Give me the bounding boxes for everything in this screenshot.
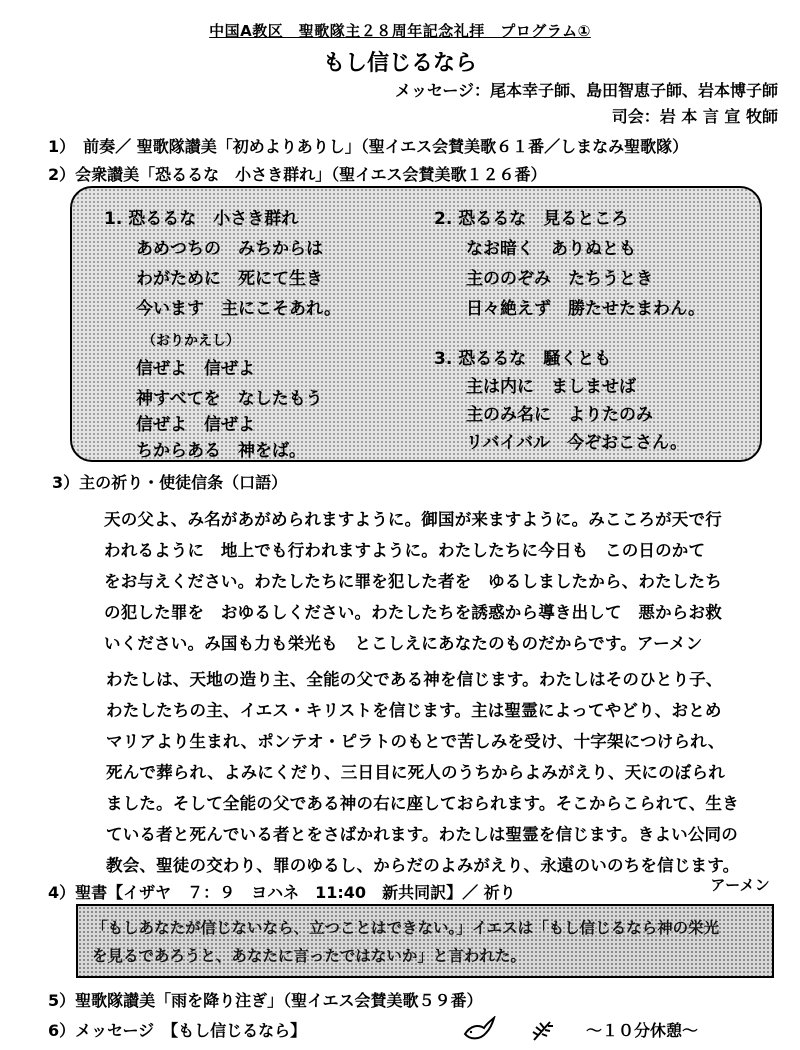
program-header: 中国A教区 聖歌隊主２８周年記念礼拝 プログラム① [209, 22, 591, 40]
prayer-line: をお与えください。わたしたちに罪を犯した者を ゆるしましたから、わたしたち [104, 572, 722, 591]
item-lords-prayer-creed: 3）主の祈り・使徒信条（口語） [52, 473, 288, 492]
prayer-line: の犯した罪を おゆるしください。わたしたちを誘惑から導き出して 悪からお救 [104, 603, 722, 622]
creed-line: マリアより生まれ、ポンテオ・ピラトのもとで苦しみを受け、十字架につけられ、 [106, 732, 725, 751]
prayer-line: われるように 地上でも行われますように。わたしたちに今日も この日のかて [104, 541, 706, 560]
dove-icon [462, 1016, 496, 1050]
creed-line: 死んで葬られ、よみにくだり、三日目に死人のうちからよみがえり、天にのぼられ [106, 763, 725, 782]
verse-3-line: 主のみ名に よりたのみ [466, 405, 653, 425]
item-message: 6）メッセージ 【もし信じるなら】 [48, 1021, 307, 1040]
scripture-box [76, 904, 774, 978]
verse-1-line: わがために 死にて生き [136, 269, 323, 289]
refrain-line: 神すべてを なしたもう [136, 389, 323, 409]
verse-3-line: 3. 恐るるな 騒くとも [434, 349, 612, 369]
break-notice: ～１０分休憩～ [586, 1021, 699, 1040]
verse-2-line: 主ののぞみ たちうとき [466, 269, 653, 289]
sprig-icon [530, 1016, 556, 1050]
verse-1-line: 1. 恐るるな 小さき群れ [104, 209, 299, 229]
verse-3-line: リバイバル 今ぞおこさん。 [466, 433, 688, 453]
creed-line: わたしは、天地の造り主、全能の父である神を信じます。わたしはそのひとり子、 [106, 670, 723, 689]
creed-line: ました。そして全能の父である神の右に座しておられます。そこからこられて、生き [106, 794, 739, 813]
item-scripture: 4）聖書【イザヤ ７：９ ヨハネ 11:40 新共同訳】／ 祈り [48, 883, 516, 902]
refrain-label: （おりかえし） [142, 333, 240, 349]
verse-2-line: 日々絶えず 勝たせたまわん。 [466, 299, 706, 319]
refrain-line: 信ぜよ 信ぜよ [136, 359, 255, 379]
scripture-line: 「もしあなたが信じないなら、立つことはできない。」イエスは「もし信じるなら神の栄光 [92, 919, 720, 937]
refrain-line: ちからある 神をば。 [136, 441, 306, 461]
item-prelude: 1） 前奏／ 聖歌隊讃美「初めよりありし」（聖イエス会賛美歌６１番／しまなみ聖歌隊） [48, 137, 689, 156]
host-name: 司会：岩 本 言 宣 牧師 [611, 107, 778, 126]
creed-amen: アーメン [710, 876, 770, 894]
verse-2-line: なお暗く ありぬとも [466, 239, 636, 259]
verse-2-line: 2. 恐るるな 見るところ [434, 209, 629, 229]
item-choir-hymn: 5）聖歌隊讃美「雨を降り注ぎ」（聖イエス会賛美歌５９番） [48, 991, 483, 1010]
scripture-line: を見るであろうと、あなたに言ったではないか」と言われた。 [92, 947, 526, 965]
creed-line: 教会、聖徒の交わり、罪のゆるし、からだのよみがえり、永遠のいのちを信じます。 [106, 856, 740, 875]
item-congregational-hymn: 2）会衆讃美「恐るるな 小さき群れ」（聖イエス会賛美歌１２６番） [48, 165, 547, 184]
verse-1-line: あめつちの みちからは [136, 239, 323, 259]
program-title: もし信じるなら [322, 51, 477, 76]
creed-line: わたしたちの主、イエス・キリストを信じます。主は聖霊によってやどり、おとめ [106, 701, 722, 720]
verse-3-line: 主は内に ましませば [466, 377, 636, 397]
creed-line: ている者と死んでいる者とをさばかれます。わたしは聖霊を信じます。きよい公同の [106, 825, 738, 844]
verse-1-line: 今います 主にこそあれ。 [136, 299, 342, 319]
refrain-line: 信ぜよ 信ぜよ [136, 415, 255, 435]
prayer-line: 天の父よ、み名があがめられますように。御国が来ますように。みこころが天で行 [104, 510, 722, 529]
prayer-line: いください。み国も力も栄光も とこしえにあなたのものだからです。アーメン [104, 634, 703, 653]
message-speakers: メッセージ：尾本幸子師、島田智恵子師、岩本博子師 [394, 81, 778, 100]
hymn-lyrics-box [70, 186, 762, 462]
